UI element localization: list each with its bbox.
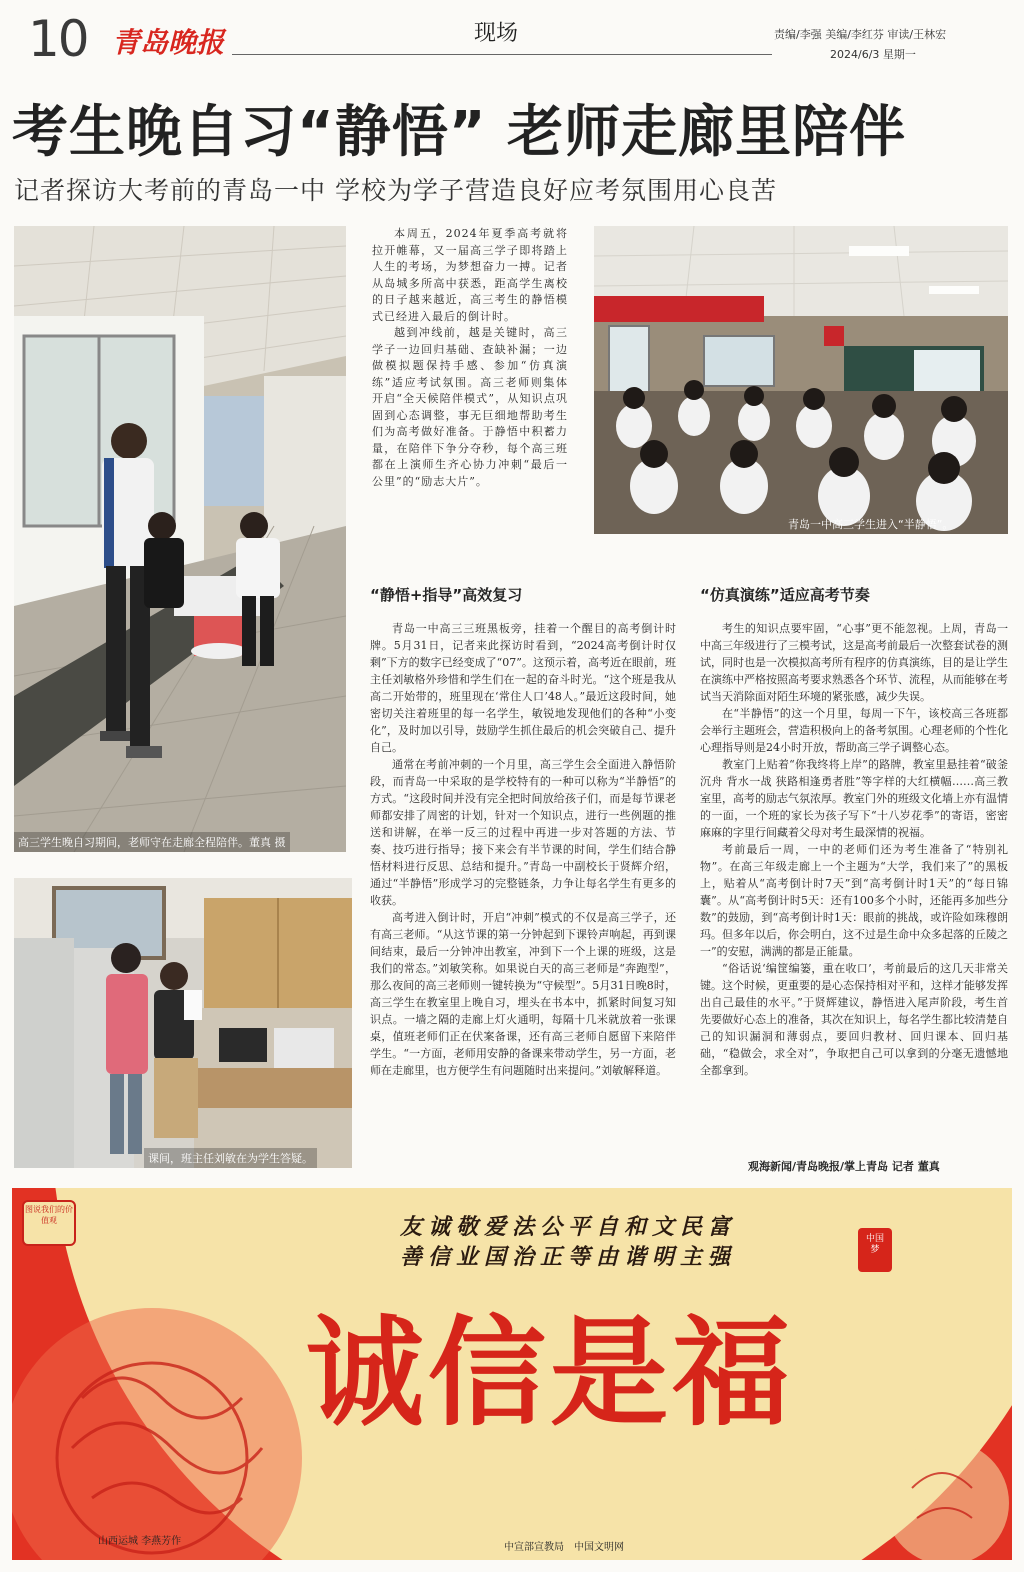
- ad-slogan: 诚信是福: [306, 1304, 795, 1442]
- section2-title: “仿真演练”适应高考节奏: [700, 586, 870, 604]
- article-subheadline: 记者探访大考前的青岛一中 学校为学子营造良好应考氛围用心良苦: [14, 176, 777, 205]
- section2-paragraph: 考生的知识点要牢固，“心事”更不能忽视。上周，青岛一中高三年级进行了三模考试，这是高考前最后一次整套试卷的测试，同时也是一次模拟高考所有程序的仿真演练，目的是让学生在演练中严格按照高考要求熟悉各个环节、流程，从而能够在考试当天消除面对陌生环境的紧张感，减少失误。: [700, 622, 1008, 703]
- public-service-ad: [12, 1188, 1012, 1560]
- masthead-rule: [232, 54, 772, 55]
- corridor-photo-caption: 高三学生晚自习期间，老师守在走廊全程陪伴。董真 摄: [14, 832, 290, 852]
- sponsors-credit: 中宣部宣教局 中国文明网: [504, 1542, 624, 1553]
- section1-paragraph: 青岛一中高三三班黑板旁，挂着一个醒目的高考倒计时牌。5月31日，记者来此探访时看到，“2024高考倒计时仅剩”下方的数字已经变成了“07”。这预示着，高考近在眼前，班主任刘敏格外珍惜和学生们在一起的奋斗时光。“这个班是我从高二开始带的，班里现在‘常住人口’48人。”最近这段时间，她密切关注着班里的每一名学生，敏锐地发现他们的各种“小变化”，及时加以引导，鼓励学生抓住最后的机会突破自己、提升自己。: [370, 622, 676, 754]
- section2-paragraph: “俗话说‘编筐编篓，重在收口’，考前最后的这几天非常关键。这个时候，更重要的是心态保持相对平和，这样才能够发挥出自己最佳的水平。”于贤辉建议，静悟进入尾声阶段，考生首先要做好心态上的准备，其次在知识上，每名学生都比较清楚自己的知识漏洞和薄弱点，要回归教材、回归课本、回归基础，“稳做会，求全对”，争取把自己可以拿到的分毫无遗憾地全都拿到。: [700, 962, 1008, 1077]
- intro-paragraph: 本周五，2024年夏季高考就将拉开帷幕，又一届高三学子即将踏上人生的考场，为梦想奋力一搏。记者从岛城多所高中获悉，距高学生离校的日子越来越近，高三考生的静悟模式已经进入最后的倒计时。: [372, 227, 568, 323]
- section2-paragraph: 考前最后一周，一中的老师们还为考生准备了“特别礼物”。在高三年级走廊上一个主题为“大学，我们来了”的黑板上，贴着从“高考倒计时7天”到“高考倒计时1天”的“每日锦囊”。从“高考倒计时5天：还有100多个小时，还能再多加些分数”的鼓励，到“高考倒计时1天：眼前的挑战，或许险如珠穆朗玛。但多年以后，你会明白，这不过是生命中众多起落的丘陵之一”的安慰，满满的都是正能量。: [700, 843, 1008, 958]
- section1-body: [370, 620, 676, 1079]
- series-logo: 图说我们的价值观: [22, 1200, 76, 1246]
- article-byline: 观海新闻/青岛晚报/掌上青岛 记者 董真: [748, 1160, 940, 1173]
- section1-title: “静悟+指导”高效复习: [370, 586, 523, 604]
- intro-paragraph-2: 越到冲线前，越是关键时，高三学子一边回归基础、查缺补漏；一边做模拟题保持手感、参加“仿真演练”适应考试氛围。高三老师则集体开启“全天候陪伴模式”，从知识点巩固到心态调整，事无巨细地帮助考生们为高考做好准备。于静悟中积蓄力量，在陪伴下争分夺秒，每个高三班都在上演师生齐心协力冲刺“最后一公里”的“励志大片”。: [372, 326, 568, 488]
- section1-paragraph: 通常在考前冲刺的一个月里，高三学生会全面进入静悟阶段，而青岛一中采取的是学校特有的一种可以称为“半静悟”的方式。“这段时间并没有完全把时间放给孩子们，而是每节课老师都安排了周密的计划，针对一个知识点，进行一些例题的推送和讲解，在举一反三的过程中再进一步对答题的方法、节奏、技巧进行指导；接下来会有半节课的时间，学生们结合静悟材料进行反思、总结和提升。”青岛一中副校长于贤辉介绍，通过“半静悟”形成学习的完整链条，力争让每名学生有更多的收获。: [370, 758, 676, 907]
- classroom-photo: [594, 226, 1008, 534]
- section1-paragraph: 高考进入倒计时，开启“冲刺”模式的不仅是高三学子，还有高三老师。“从这节课的第一分钟起到下课铃声响起，再到课间结束，最后一分钟冲出教室，冲到下一个上课的班级，这是我们的常态。”刘敏笑称。如果说白天的高三老师是“奔跑型”，那么夜间的高三老师则一键转换为“守候型”。5月31日晚8时，高三学生在教室里上晚自习，埋头在书本中，抓紧时间复习知识点。一墙之隔的走廊上灯火通明，每隔十几米就放着一张课桌，值班老师们正在伏案备课，还有高三老师自愿留下来陪伴学生。“一方面，老师用安静的备课来带动学生，另一方面，老师在走廊里，也方便学生有问题随时出来提问。”刘敏解释道。: [370, 911, 676, 1077]
- section2-paragraph: 在“半静悟”的这一个月里，每周一下午，该校高三各班都会举行主题班会，营造积极向上的备考氛围。心理老师的个性化心理指导则是24小时开放，帮助高三学子调整心态。: [700, 707, 1008, 754]
- section-label: 现场: [474, 21, 519, 46]
- classroom-photo-caption: 青岛一中高三学生进入“半静悟”。: [788, 518, 954, 531]
- corridor-photo: [14, 226, 346, 852]
- section2-paragraph: 教室门上贴着“你我终将上岸”的路牌，教室里悬挂着“破釜沉舟 背水一战 狭路相逢勇者胜”等字样的大红横幅……高三教室里，高考的励志气氛浓厚。教室门外的班级文化墙上亦有温情的一面，一个班的家长为孩子写下“十八岁花季”的寄语，密密麻麻的字里行间藏着父母对考生最深情的祝福。: [700, 758, 1008, 839]
- section2-body: [700, 620, 1008, 1079]
- seal-stamp: 中国梦: [865, 1234, 884, 1255]
- intro-column: [372, 226, 568, 490]
- qa-photo: [14, 878, 352, 1168]
- editors-credit: 责编/李强 美编/李红芬 审读/王林宏: [774, 28, 947, 41]
- newspaper-name: 青岛晚报: [112, 26, 225, 59]
- article-headline: 考生晚自习“静悟” 老师走廊里陪伴: [12, 100, 907, 165]
- core-values-line-1: 友诚敬爱法公平自和文民富: [400, 1214, 737, 1240]
- page-number: 10: [28, 10, 88, 68]
- artist-credit: 山西运城 李燕芳作: [98, 1536, 182, 1547]
- issue-date: 2024/6/3 星期一: [830, 48, 916, 61]
- qa-photo-caption: 课间，班主任刘敏在为学生答疑。: [144, 1148, 317, 1168]
- core-values-line-2: 善信业国治正等由谐明主强: [400, 1244, 737, 1270]
